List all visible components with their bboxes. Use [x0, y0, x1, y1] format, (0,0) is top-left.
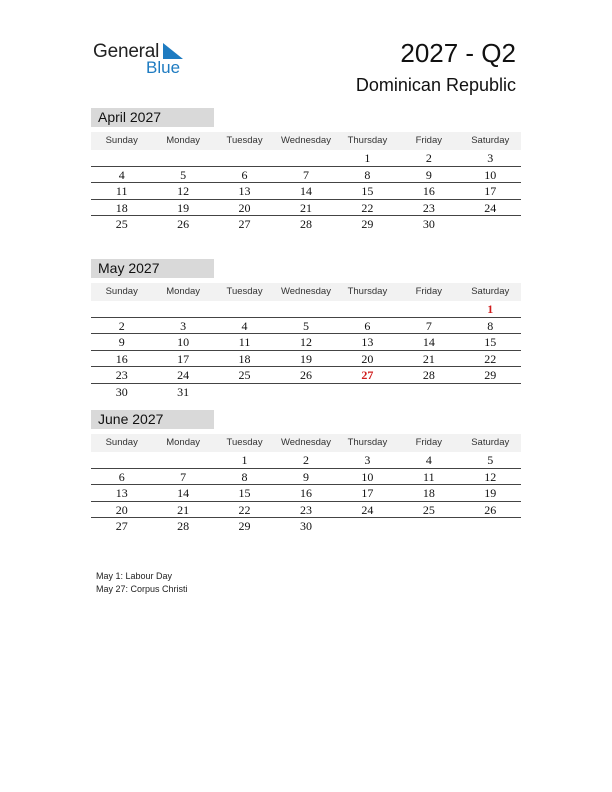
calendar-day: 30	[299, 519, 312, 534]
calendar-day: 11	[238, 335, 251, 350]
calendar-day	[91, 452, 152, 468]
calendar-day: 22	[361, 200, 374, 215]
calendar-day: 7	[180, 469, 187, 484]
weekday-label: Wednesday	[280, 286, 331, 297]
calendar-day	[91, 301, 152, 317]
calendar-day: 10	[484, 167, 497, 182]
logo-triangle-icon	[163, 43, 183, 59]
calendar-day: 2	[302, 453, 309, 467]
month-may	[91, 259, 521, 401]
calendar-day: 2	[118, 318, 125, 333]
calendar-day: 17	[177, 351, 190, 366]
weekday-label: Monday	[166, 437, 201, 448]
calendar-day-holiday: 27	[361, 368, 374, 383]
calendar-week-row	[91, 469, 521, 486]
weekday-header-row	[91, 283, 521, 301]
weekday-label: Friday	[415, 135, 443, 146]
month-label: April 2027	[91, 108, 214, 127]
calendar-day: 16	[422, 184, 435, 199]
month-label: June 2027	[91, 410, 214, 429]
calendar-day: 21	[422, 351, 435, 366]
calendar-day: 10	[177, 335, 190, 350]
calendar-week-row	[91, 367, 521, 384]
calendar-day: 9	[118, 335, 125, 350]
calendar-day: 6	[364, 318, 371, 333]
calendar-day: 15	[484, 335, 497, 350]
calendar-day: 22	[238, 502, 251, 517]
weekday-label: Wednesday	[280, 135, 331, 146]
weekday-label: Friday	[415, 437, 443, 448]
calendar-day: 19	[484, 486, 497, 501]
calendar-day	[398, 518, 459, 535]
calendar-day: 14	[177, 486, 190, 501]
calendar-day	[152, 452, 213, 468]
holiday-note: May 27: Corpus Christi	[96, 583, 188, 594]
calendar-day: 1	[241, 453, 248, 467]
country-name: Dominican Republic	[355, 75, 516, 95]
calendar-day: 8	[487, 318, 494, 333]
calendar-day: 25	[115, 217, 128, 232]
calendar-week-row	[91, 183, 521, 200]
weekday-label: Thursday	[347, 135, 388, 146]
calendar-day: 3	[364, 453, 371, 467]
calendar-week-row	[91, 200, 521, 217]
calendar-day	[398, 301, 459, 317]
calendar-day: 12	[299, 335, 312, 350]
calendar-day: 8	[241, 469, 248, 484]
weekday-header-row	[91, 132, 521, 150]
calendar-day	[398, 384, 459, 401]
calendar-day: 27	[238, 217, 251, 232]
calendar-week-row	[91, 167, 521, 184]
calendar-week-row	[91, 485, 521, 502]
calendar-day: 13	[115, 486, 128, 501]
calendar-day: 12	[177, 184, 190, 199]
calendar-day: 18	[115, 200, 128, 215]
calendar-day: 23	[299, 502, 312, 517]
calendar-grid	[91, 150, 521, 233]
calendar-day	[91, 150, 152, 166]
calendar-day: 26	[484, 502, 497, 517]
calendar-day	[460, 518, 521, 535]
calendar-day: 29	[361, 217, 374, 232]
calendar-day	[152, 150, 213, 166]
weekday-label: Tuesday	[226, 437, 263, 448]
calendar-day: 12	[484, 469, 497, 484]
weekday-label: Saturday	[471, 286, 510, 297]
calendar-day: 4	[425, 453, 432, 467]
calendar-day	[214, 384, 275, 401]
calendar-week-row	[91, 150, 521, 167]
calendar-day: 24	[177, 368, 190, 383]
calendar-day: 5	[180, 167, 187, 182]
calendar-day: 25	[238, 368, 251, 383]
page-title: 2027 - Q2	[400, 38, 516, 68]
weekday-label: Tuesday	[226, 286, 263, 297]
calendar-day: 17	[361, 486, 374, 501]
calendar-day	[275, 150, 336, 166]
weekday-label: Saturday	[471, 135, 510, 146]
calendar-day: 29	[238, 519, 251, 534]
calendar-day: 10	[361, 469, 374, 484]
calendar-day	[214, 150, 275, 166]
weekday-label: Saturday	[471, 437, 510, 448]
calendar-week-row	[91, 334, 521, 351]
calendar-day: 19	[299, 351, 312, 366]
calendar-day: 16	[299, 486, 312, 501]
logo-general-text: General	[93, 41, 160, 62]
calendar-day: 17	[484, 184, 497, 199]
calendar-day: 23	[422, 200, 435, 215]
logo	[93, 40, 203, 80]
calendar-day: 16	[115, 351, 128, 366]
calendar-day: 8	[364, 167, 371, 182]
calendar-day: 30	[422, 217, 435, 232]
logo-blue-text: Blue	[146, 58, 181, 77]
calendar-day: 6	[118, 469, 125, 484]
weekday-label: Sunday	[105, 437, 138, 448]
holiday-notes	[96, 570, 188, 595]
calendar-day: 30	[115, 384, 128, 399]
calendar-day: 28	[299, 217, 312, 232]
calendar-day: 23	[115, 368, 128, 383]
calendar-grid	[91, 301, 521, 401]
calendar-day: 5	[302, 318, 309, 333]
weekday-label: Monday	[166, 286, 201, 297]
calendar-day: 1	[364, 151, 371, 165]
month-june	[91, 410, 521, 535]
holiday-note: May 1: Labour Day	[96, 571, 173, 581]
calendar-day: 29	[484, 368, 497, 383]
calendar-day	[152, 301, 213, 317]
weekday-label: Monday	[166, 135, 201, 146]
calendar-day: 26	[177, 217, 190, 232]
calendar-day: 15	[361, 184, 374, 199]
calendar-day	[275, 301, 336, 317]
calendar-day: 5	[487, 453, 494, 467]
calendar-day: 9	[302, 469, 309, 484]
calendar-week-row	[91, 502, 521, 519]
calendar-day: 28	[422, 368, 435, 383]
calendar-day: 13	[361, 335, 374, 350]
calendar-day	[460, 384, 521, 401]
calendar-day	[337, 518, 398, 535]
weekday-label: Sunday	[105, 286, 138, 297]
calendar-day: 4	[118, 167, 125, 182]
calendar-day	[337, 301, 398, 317]
calendar-day: 2	[425, 151, 432, 165]
weekday-label: Wednesday	[280, 437, 331, 448]
calendar-day: 27	[115, 519, 128, 534]
calendar-day: 6	[241, 167, 248, 182]
weekday-label: Thursday	[347, 437, 388, 448]
calendar-day: 18	[422, 486, 435, 501]
calendar-week-row	[91, 518, 521, 535]
calendar-day: 11	[423, 469, 435, 484]
calendar-day: 28	[177, 519, 190, 534]
calendar-day: 7	[302, 167, 309, 182]
weekday-label: Tuesday	[226, 135, 263, 146]
weekday-label: Sunday	[105, 135, 138, 146]
calendar-week-row	[91, 384, 521, 401]
calendar-week-row	[91, 216, 521, 233]
calendar-day: 20	[238, 200, 251, 215]
calendar-day: 24	[484, 200, 497, 215]
weekday-header-row	[91, 434, 521, 452]
calendar-day: 21	[299, 200, 312, 215]
calendar-day: 20	[115, 502, 128, 517]
calendar-day: 18	[238, 351, 251, 366]
month-label: May 2027	[91, 259, 214, 278]
month-april	[91, 108, 521, 233]
calendar-day: 26	[299, 368, 312, 383]
weekday-label: Friday	[415, 286, 443, 297]
calendar-week-row	[91, 351, 521, 368]
calendar-day: 3	[487, 151, 494, 165]
calendar-day-holiday: 1	[487, 302, 494, 316]
calendar-day	[214, 301, 275, 317]
weekday-label: Thursday	[347, 286, 388, 297]
calendar-day: 31	[177, 384, 190, 399]
calendar-day: 20	[361, 351, 374, 366]
calendar-day: 11	[115, 184, 128, 199]
calendar-day: 4	[241, 318, 248, 333]
calendar-day	[337, 384, 398, 401]
calendar-day: 19	[177, 200, 190, 215]
calendar-day: 15	[238, 486, 251, 501]
calendar-grid	[91, 452, 521, 535]
calendar-day: 22	[484, 351, 497, 366]
calendar-day	[275, 384, 336, 401]
calendar-day: 13	[238, 184, 251, 199]
calendar-week-row	[91, 452, 521, 469]
calendar-day: 14	[299, 184, 312, 199]
calendar-day: 9	[425, 167, 432, 182]
calendar-week-row	[91, 318, 521, 335]
calendar-day: 21	[177, 502, 190, 517]
calendar-day: 24	[361, 502, 374, 517]
calendar-day	[460, 216, 521, 233]
calendar-day: 25	[422, 502, 435, 517]
calendar-day: 7	[425, 318, 432, 333]
calendar-week-row	[91, 301, 521, 318]
calendar-day: 3	[180, 318, 187, 333]
calendar-day: 14	[422, 335, 435, 350]
